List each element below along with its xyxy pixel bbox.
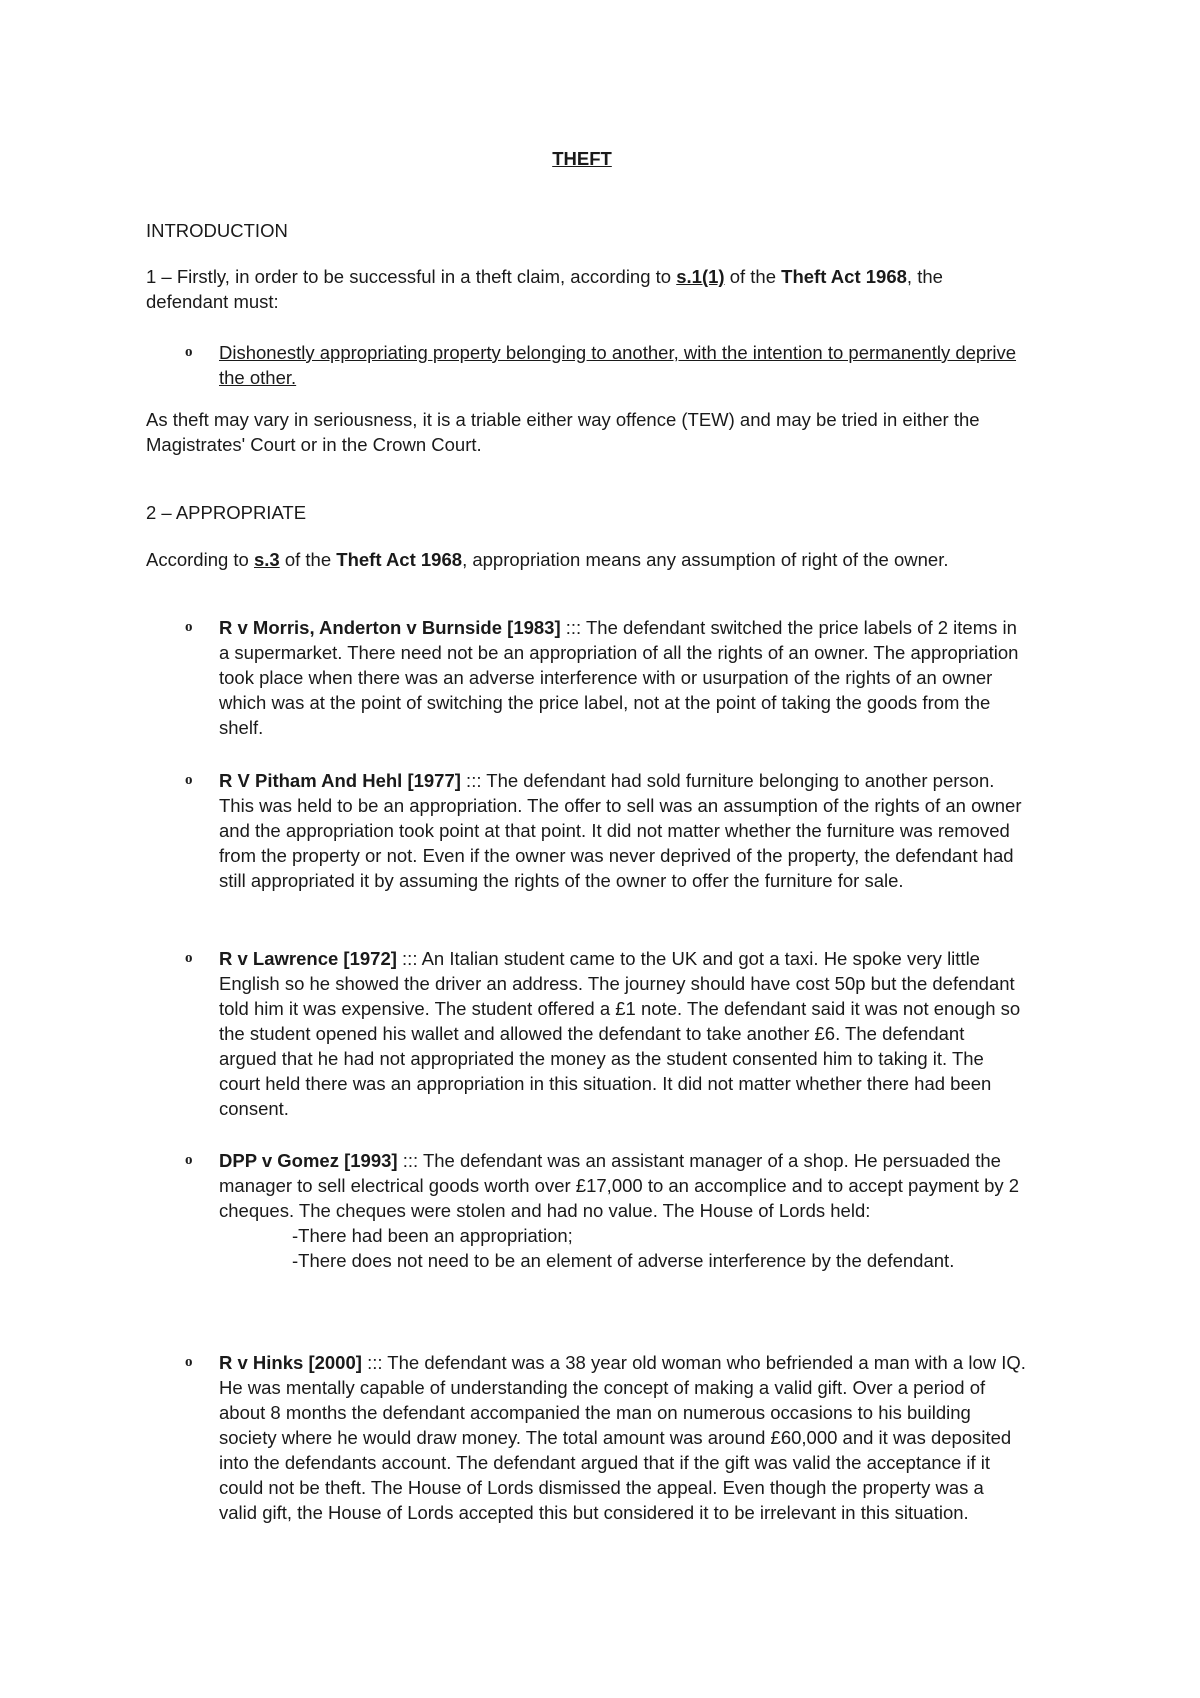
appropriate-heading: 2 – APPROPRIATE: [146, 502, 307, 523]
cases-list: [146, 946, 1026, 1121]
intro-bullet-list: [146, 340, 1026, 390]
appropriate-text-1: According to: [146, 549, 254, 570]
case-name: R v Hinks [2000]: [219, 1352, 362, 1373]
list-item: [146, 768, 1026, 893]
bullet-icon: o: [185, 619, 193, 635]
case-text: ::: An Italian student came to the UK and got a taxi. He spoke very little English so he showed the driver an address. The journey should have cost 50p but the defendant told him it was expensive. The student offered a £1 note. The defendant said it was not enough so the student opened his wallet and allowed the defendant to take another £6. The defendant argued that he had not appropriated the money as the student consented him to taking it. The court held there was an appropriation in this situation. It did not matter whether there had been consent.: [219, 948, 1021, 1119]
act-reference: Theft Act 1968: [781, 266, 907, 287]
bullet-icon: o: [185, 1354, 193, 1370]
case-text: ::: The defendant switched the price labels of 2 items in a supermarket. There need not be an appropriation of all the rights of an owner. The appropriation took place when there was an adverse interference with or usurpation of the rights of an owner which was at the point of switching the price label, not at the point of taking the goods from the shelf.: [219, 617, 1019, 738]
sub-item-text: -There does not need to be an element of adverse interference by the defendant.: [292, 1250, 955, 1271]
intro-text-1: 1 – Firstly, in order to be successful in a theft claim, according to: [146, 266, 677, 287]
case-text: ::: The defendant had sold furniture belonging to another person. This was held to be an appropriation. The offer to sell was an assumption of the rights of an owner and the appropriation took point at that point. It did not matter whether the furniture was removed from the property or not. Even if the owner was never deprived of the property, the defendant had still appropriated it by assuming the rights of the owner to offer the furniture for sale.: [219, 770, 1022, 891]
appropriate-text-3: , appropriation means any assumption of right of the owner.: [462, 549, 949, 570]
list-item: [146, 615, 1026, 740]
appropriate-text-2: of the: [279, 549, 337, 570]
intro-heading: INTRODUCTION: [146, 220, 288, 241]
intro-text-2: of the: [724, 266, 782, 287]
section-reference: s.1(1): [676, 266, 725, 287]
case-name: DPP v Gomez [1993]: [219, 1150, 398, 1171]
cases-list: [146, 1148, 1026, 1273]
case-text: ::: The defendant was a 38 year old woman who befriended a man with a low IQ. He was mentally capable of understanding the concept of making a valid gift. Over a period of about 8 months the defendant accompanied the man on numerous occasions to his building society where he would draw money. The total amount was around £60,000 and it was deposited into the defendants account. The defendant argued that if the gift was valid the acceptance if it could not be theft. The House of Lords dismissed the appeal. Even though the property was a valid gift, the House of Lords accepted this but considered it to be irrelevant in this situation.: [219, 1352, 1026, 1523]
act-reference: Theft Act 1968: [336, 549, 463, 570]
case-text: ::: The defendant was an assistant manager of a shop. He persuaded the manager to sell electrical goods worth over £17,000 to an accomplice and to accept payment by 2 cheques. The cheques were stolen and had no value. The House of Lords held:: [219, 1150, 1020, 1221]
page-title: THEFT: [552, 148, 612, 169]
list-item: [146, 946, 1026, 1121]
section-reference: s.3: [253, 549, 280, 570]
bullet-icon: o: [185, 344, 193, 360]
cases-list: [146, 615, 1026, 740]
cases-list: [146, 768, 1026, 893]
bullet-icon: o: [185, 950, 193, 966]
list-item: [146, 340, 1026, 390]
sub-item: [146, 1223, 1026, 1248]
bullet-icon: o: [185, 1152, 193, 1168]
intro-paragraph-2: As theft may vary in seriousness, it is a triable either way offence (TEW) and may be tried in either the Magistrates' Court or in the Crown Court.: [146, 409, 980, 455]
sub-item-text: -There had been an appropriation;: [292, 1225, 573, 1246]
case-name: R v Lawrence [1972]: [219, 948, 397, 969]
intro-text-3: , the defendant must:: [146, 266, 943, 312]
list-item: [146, 1148, 1026, 1223]
definition-text: Dishonestly appropriating property belonging to another, with the intention to permanently deprive the other.: [219, 342, 1017, 388]
case-name: R V Pitham And Hehl [1977]: [219, 770, 461, 791]
list-item: [146, 1350, 1026, 1525]
intro-paragraph: [146, 264, 1006, 314]
cases-list: [146, 1350, 1026, 1525]
sub-item: [146, 1248, 1026, 1273]
appropriate-paragraph: [146, 547, 996, 572]
bullet-icon: o: [185, 772, 193, 788]
case-name: R v Morris, Anderton v Burnside [1983]: [219, 617, 561, 638]
